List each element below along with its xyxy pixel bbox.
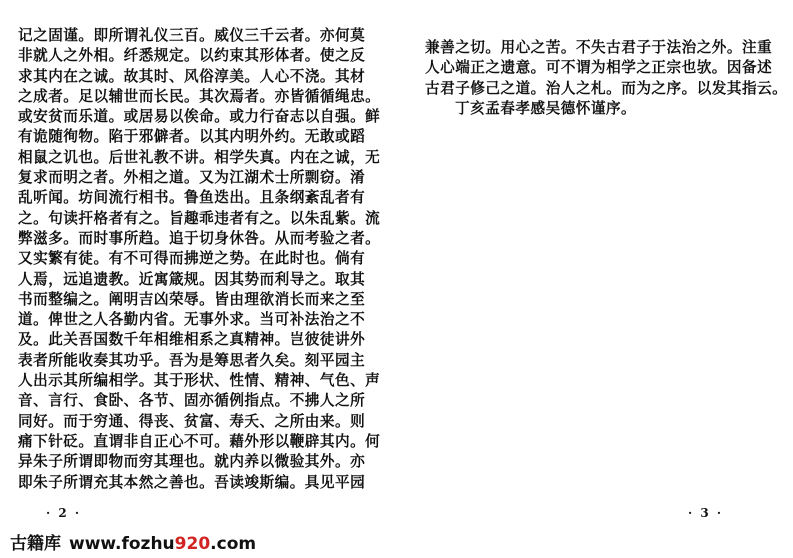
text-line: 人出示其所编相学。其于形状、性情、精神、气色、声 (18, 372, 381, 390)
left-page (0, 0, 396, 558)
text-line: 书而整编之。阐明吉凶荣辱。皆由理欲消长而来之至 (18, 290, 366, 308)
site-url-suffix: .com (210, 534, 257, 554)
text-line: 乱听闻。坊间流行相书。鲁鱼迭出。且条纲紊乱者有 (18, 189, 366, 207)
text-line: 即朱子所谓充其本然之善也。吾读竣斯编。具见平园 (18, 473, 366, 491)
text-line: 之成者。足以辅世而长民。其次焉者。亦皆循循绳忠。 (18, 87, 381, 105)
text-line: 人心端正之遗意。可不谓为相学之正宗也欤。因备述 (425, 59, 773, 77)
text-line: 古君子修己之道。治人之札。而为之序。以发其指云。 (425, 79, 788, 97)
text-line: 有诡随徇物。陷于邪僻者。以其内明外约。无敢或蹈 (18, 128, 366, 146)
text-line: 表者所能收奏其功乎。吾为是筹思者久矣。刻平园主 (18, 351, 366, 369)
site-url-digits: 920 (174, 534, 211, 554)
text-line: 人焉，远追遗教。近寓箴规。因其势而利导之。取其 (18, 270, 366, 288)
right-page (396, 0, 793, 558)
right-page-text (425, 38, 788, 119)
text-line: 同好。而于穷通、得丧、贫富、寿夭、之所由来。则 (18, 412, 366, 430)
text-line: 相鼠之讥也。后世礼教不讲。相学失真。内在之诚，无 (18, 148, 381, 166)
text-line: 复求而明之者。外相之道。又为江湖术士所剽窃。淆 (18, 169, 366, 187)
text-line: 记之固谨。即所谓礼仪三百。威仪三千云者。亦何莫 (18, 27, 366, 44)
text-line: 或安贫而乐道。或居易以俟命。或力行奋志以自强。鲜 (18, 108, 381, 126)
text-line: 异朱子所谓即物而穷其理也。就内养以微验其外。亦 (18, 453, 366, 471)
text-line: 之。句读扞格者有之。旨趣乖违者有之。以朱乱紫。流 (18, 209, 381, 227)
site-name: 古籍库 (10, 534, 61, 554)
signature-line: 丁亥孟春孝感吴德怀谨序。 (455, 99, 637, 117)
text-line: 道。俾世之人各勤内省。无事外求。当可补法治之不 (18, 311, 366, 329)
page-number: · 3 · (688, 506, 724, 520)
site-watermark (0, 532, 256, 556)
text-line: 兼善之切。用心之苦。不失古君子于法治之外。注重 (425, 39, 773, 56)
left-page-text (18, 26, 381, 493)
text-line: 痛下针砭。直谓非自正心不可。藉外形以鞭辟其内。何 (18, 432, 381, 450)
site-url-prefix: www.fozhu (69, 534, 175, 554)
text-line: 非就人之外相。纤悉规定。以约束其形体者。使之反 (18, 47, 366, 65)
text-line: 弊滋多。而时事所趋。追于切身休咎。从而考验之者。 (18, 229, 381, 247)
text-line: 又实繁有徒。有不可得而拂逆之势。在此时也。倘有 (18, 250, 366, 268)
text-line: 及。此关吾国数千年相维相系之真精神。岂彼徒讲外 (18, 331, 366, 349)
text-line: 音、言行、食卧、各节、固亦循例指点。不拂人之所 (18, 392, 366, 410)
text-line: 求其内在之诚。故其时、风俗淳美。人心不浇。其材 (18, 67, 366, 85)
page-number: · 2 · (46, 506, 82, 520)
